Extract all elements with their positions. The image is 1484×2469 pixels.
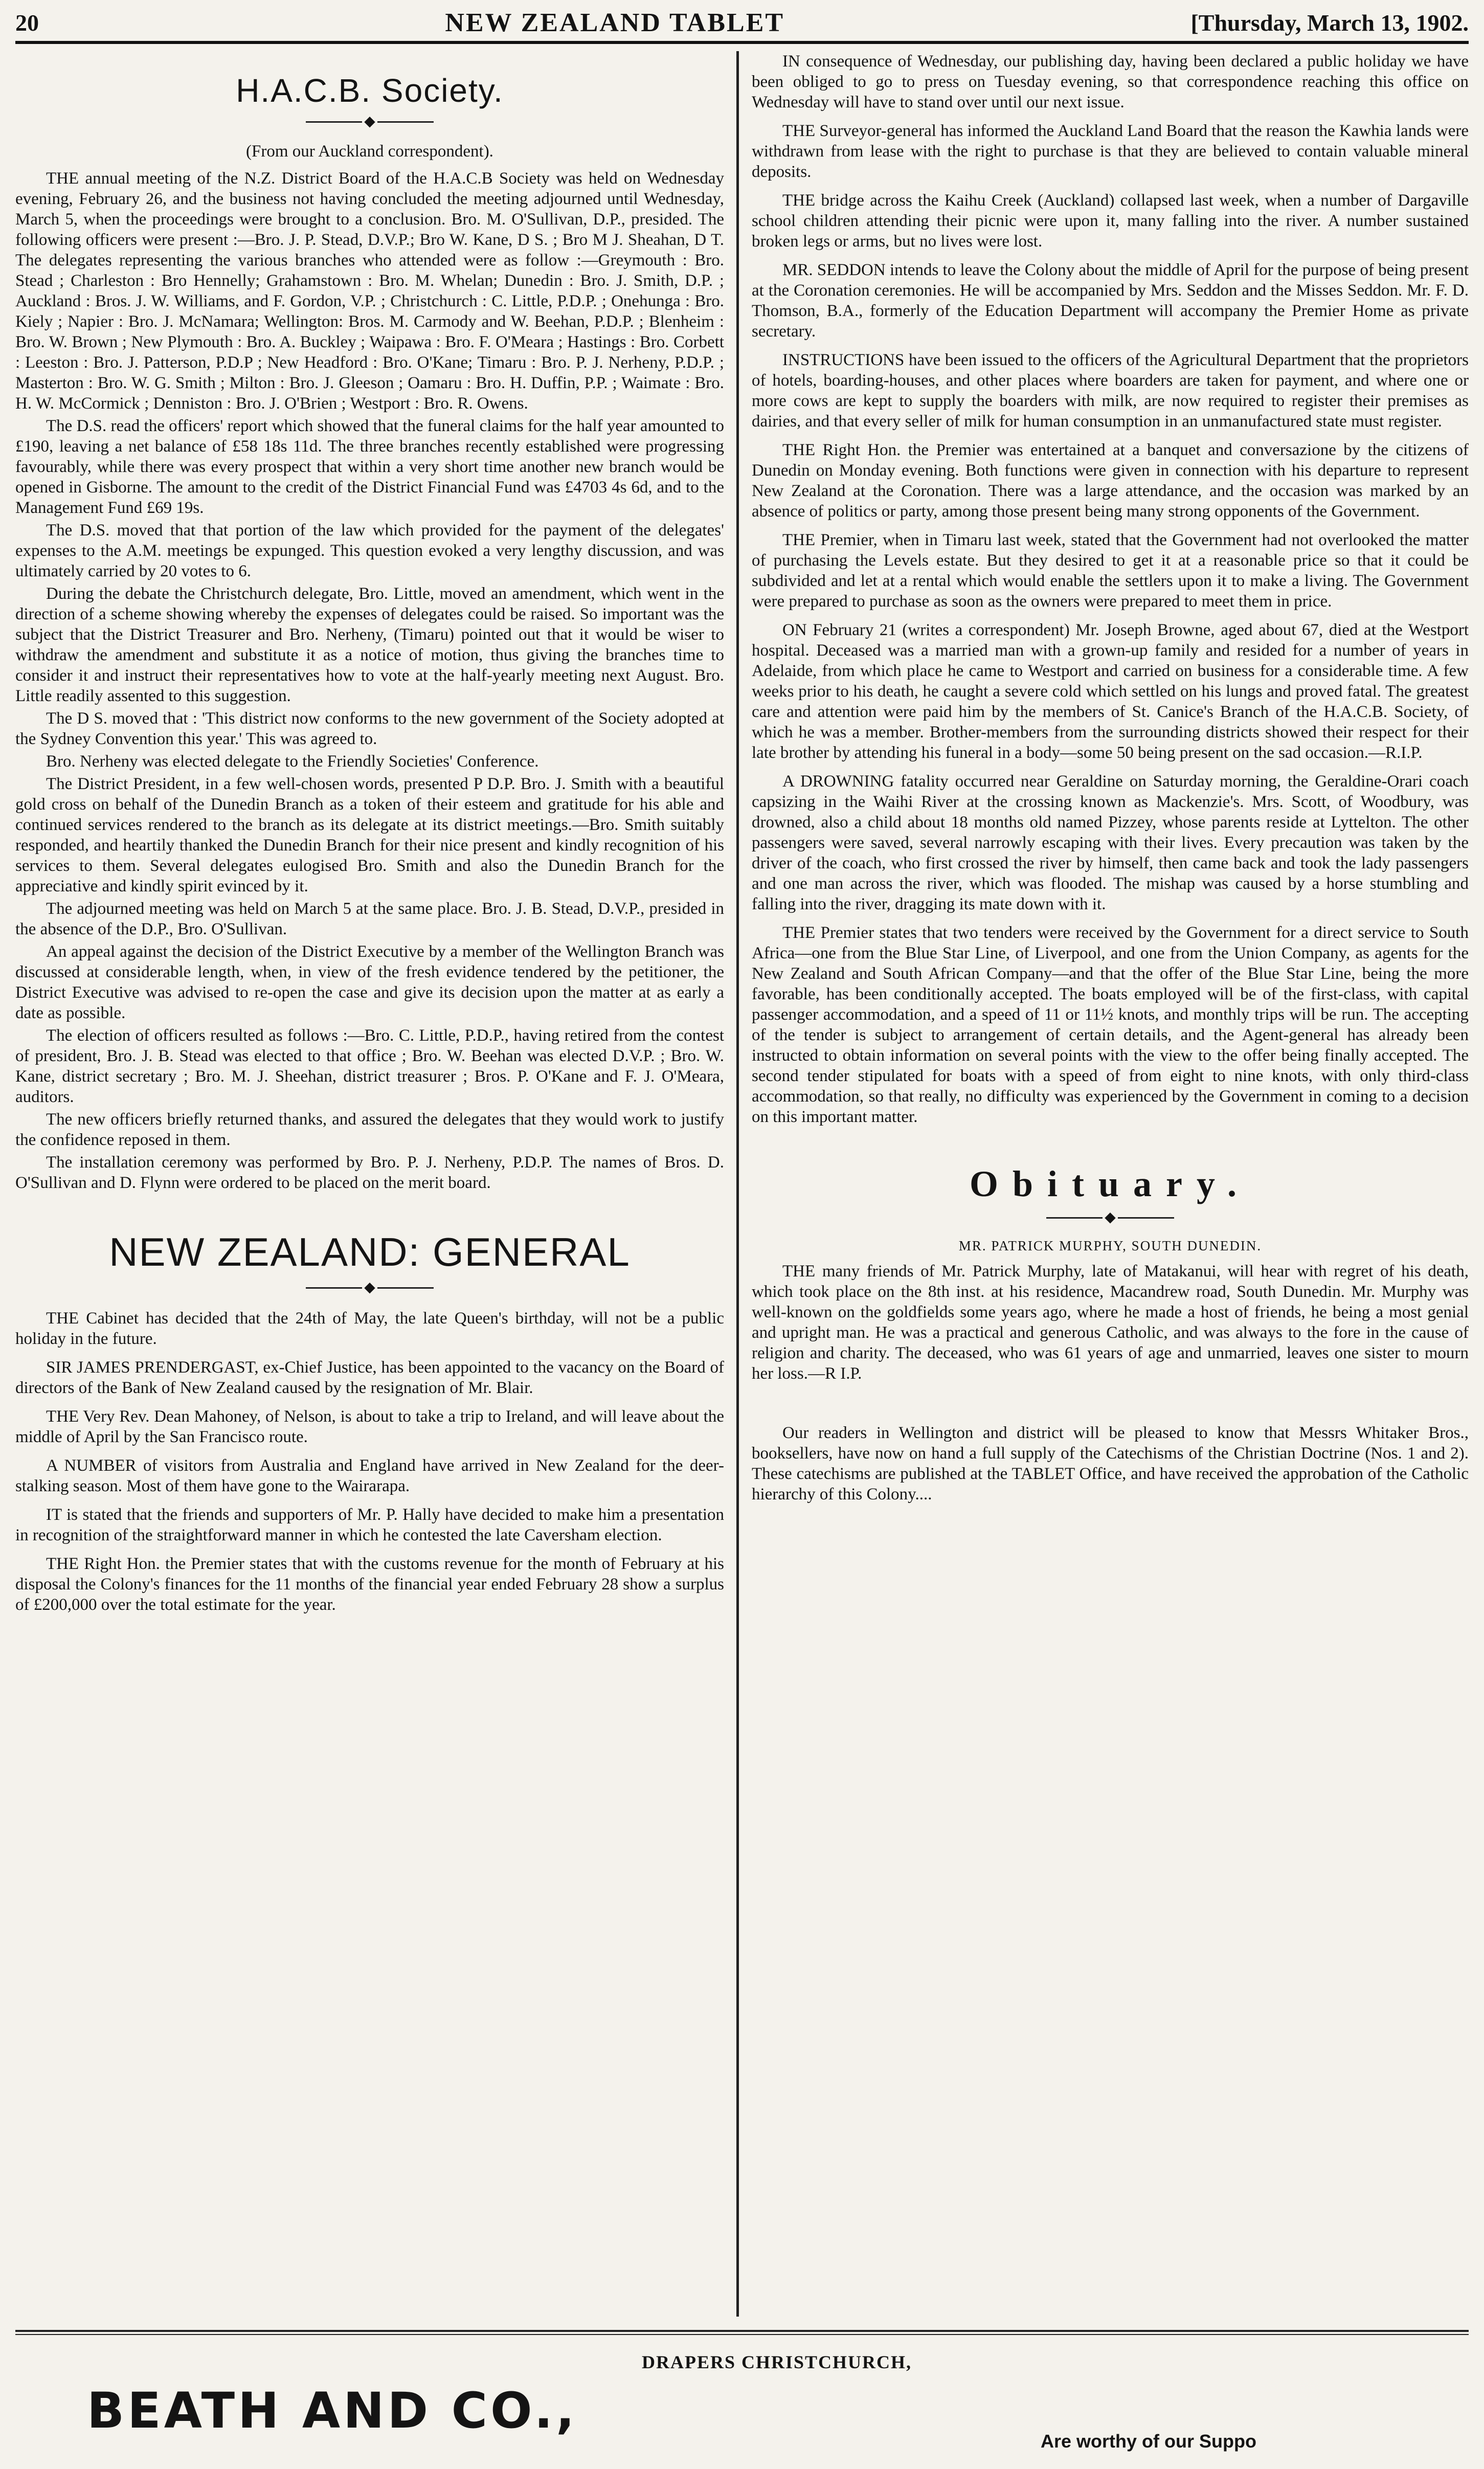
news-paragraph: IN consequence of Wednesday, our publishing day, having been declared a public holiday we have been obliged to go to press on Tuesday evening, so that correspondence reaching this office on Wednesday will have to stand over until our next issue. — [752, 52, 1469, 111]
publication-title: NEW ZEALAND TABLET — [445, 8, 785, 37]
news-paragraph: ON February 21 (writes a correspondent) Mr. Joseph Browne, aged about 67, died at the Westport hospital. Deceased was a married man with a grown-up family and resided for a number of years in Adelaide, from which place he came to Westport and carried on business for a considerable time. A few weeks prior to his death, he caught a severe cold which settled on his lungs and proved fatal. The greatest care and attention were paid him by the members of St. Canice's Branch of the H.A.C.B. Society, of which he was a member. Brother-members from the surrounding districts showed their respect for their late brother by attending his funeral in a body—some 50 being present on the sad occasion.—R.I.P. — [752, 621, 1469, 762]
news-paragraph: THE Surveyor-general has informed the Auckland Land Board that the reason the Kawhia lands were withdrawn from lease with the right to purchase is that they are believed to contain valuable mineral deposits. — [752, 122, 1469, 181]
obituary-subhead: MR. PATRICK MURPHY, SOUTH DUNEDIN. — [958, 1238, 1262, 1253]
hacb-paragraph: The adjourned meeting was held on March 5 at the same place. Bro. J. B. Stead, D.V.P., presided in the absence of the D.P., Bro. O'Sullivan. — [15, 900, 724, 938]
hacb-paragraph: The election of officers resulted as follows :—Bro. C. Little, P.D.P., having retired from the contest of president, Bro. J. B. Stead was elected to that office ; Bro. W. Beehan was elected D.V.P. ; Bro. W. Kane, district secretary ; Bro. M. J. Sheehan, district treasurer ; Bros. P. O'Kane and F. J. O'Meara, auditors. — [15, 1026, 724, 1106]
advertisement-footer — [15, 2346, 1469, 2459]
masthead — [15, 4, 1469, 44]
hacb-byline: (From our Auckland correspondent). — [246, 142, 493, 161]
news-paragraph: A NUMBER of visitors from Australia and England have arrived in New Zealand for the deer-stalking season. Most of them have gone to the Wairarapa. — [15, 1456, 724, 1495]
news-paragraph: INSTRUCTIONS have been issued to the officers of the Agricultural Department that the proprietors of hotels, boarding-houses, and other places where boarders are taken for payment, and where one or more cows are kept to supply the boarders with milk, are now required to register their premises as dairies, and that every seller of milk for human consumption in an unmanufactured state must register. — [752, 351, 1469, 431]
ornament-divider: ◆ — [15, 115, 724, 129]
news-paragraph: SIR JAMES PRENDERGAST, ex-Chief Justice, has been appointed to the vacancy on the Board of directors of the Bank of New Zealand caused by the resignation of Mr. Blair. — [15, 1358, 724, 1397]
hacb-paragraph: The District President, in a few well-chosen words, presented P D.P. Bro. J. Smith with a beautiful gold cross on behalf of the Dunedin Branch as a token of their esteem and gratitude for his able and continued services rendered to the branch as its delegate at its district meetings.—Bro. Smith suitably responded, and heartily thanked the Dunedin Branch for their nice present and kindly recognition of his services to them. Several delegates eulogised Bro. Smith and also the Dunedin Branch for the appreciative and kindly spirit evinced by it. — [15, 775, 724, 895]
right-column — [752, 51, 1469, 2317]
newspaper-page — [15, 4, 1469, 2465]
advertiser-name: BEATH AND CO., — [87, 2382, 578, 2439]
news-paragraph: THE Premier states that two tenders were received by the Government for a direct service to South Africa—one from the Blue Star Line, of Liverpool, and one from the Union Company, as agents for the New Zealand and South African Company—and that the offer of the Blue Star Line, being the more favorable, has been conditionally accepted. The boats employed will be of the first-class, with capital passenger accommodation, and a speed of 11 or 11½ knots, and monthly trips will be run. The accepting of the tender is subject to arrangement of certain details, and the Agent-general has already been instructed to obtain information on several points with the view to the offer being finally accepted. The second tender stipulated for boats with a speed of from eight to nine knots, with only third-class accommodation, so that really, no difficulty was experienced by the Government in coming to a decision on this important matter. — [752, 924, 1469, 1126]
news-paragraph: THE bridge across the Kaihu Creek (Auckland) collapsed last week, when a number of Dargaville school children attending their picnic were upon it, many falling into the river. A number sustained broken legs or arms, but no lives were lost. — [752, 191, 1469, 251]
news-paragraph: MR. SEDDON intends to leave the Colony about the middle of April for the purpose of being present at the Coronation ceremonies. He will be accompanied by Mrs. Seddon and the Misses Seddon. Mr. F. D. Thomson, B.A., formerly of the Education Department will accompany the Premier Home as private secretary. — [752, 261, 1469, 341]
news-paragraph: THE Right Hon. the Premier was entertained at a banquet and conversazione by the citizens of Dunedin on Monday evening. Both functions were given in connection with his departure to represent New Zealand at the Coronation. There was a large attendance, and the occasion was marked by an absence of politics or party, among those present being many strong opponents of the Government. — [752, 441, 1469, 521]
advertiser-tagline: DRAPERS CHRISTCHURCH, — [642, 2352, 912, 2372]
news-paragraph: THE Right Hon. the Premier states that with the customs revenue for the month of February at his disposal the Colony's finances for the 11 months of the financial year ended February 28 show a surplus of £200,000 over the total estimate for the year. — [15, 1555, 724, 1614]
ornament-divider: ◆ — [15, 1281, 724, 1295]
news-paragraph: IT is stated that the friends and supporters of Mr. P. Hally have decided to make him a presentation in recognition of the straightforward manner in which he contested the late Caversham election. — [15, 1506, 724, 1544]
hacb-paragraph: An appeal against the decision of the District Executive by a member of the Wellington Branch was discussed at considerable length, when, in view of the fresh evidence tendered by the petitioner, the District Executive was advised to re-open the case and give its decision upon the matter at as early a date as possible. — [15, 942, 724, 1022]
hacb-paragraph: The D.S. read the officers' report which showed that the funeral claims for the half year amounted to £190, leaving a net balance of £58 18s 11d. The three branches recently established were progressing favourably, while there was every prospect that within a very short time another new branch would be opened in Gisborne. The amount to the credit of the District Financial Fund was £4703 4s 6d, and to the Management Fund £69 19s. — [15, 417, 724, 517]
hacb-paragraph: The installation ceremony was performed by Bro. P. J. Nerheny, P.D.P. The names of Bros. D. O'Sullivan and D. Flynn were ordered to be placed on the merit board. — [15, 1153, 724, 1192]
hacb-paragraph: During the debate the Christchurch delegate, Bro. Little, moved an amendment, which went in the direction of a scheme showing whereby the expenses of delegates could be raised. So important was the subject that the District Treasurer and Bro. Nerheny, (Timaru) pointed out that it would be wiser to withdraw the amendment and substitute it as a notice of motion, thus giving the branches time to consider it and instruct their representatives how to vote at the half-yearly meeting next August. Bro. Little readily assented to this suggestion. — [15, 585, 724, 705]
page-number: 20 — [15, 9, 39, 36]
left-column — [15, 51, 724, 2317]
news-paragraph: A DROWNING fatality occurred near Geraldine on Saturday morning, the Geraldine-Orari coach capsizing in the Waihi River at the crossing known as Mackenzie's. Mrs. Scott, of Woodbury, was drowned, also a child about 18 months old named Pizzey, whose parents reside at Lyttelton. The other passengers were saved, several narrowly escaping with their lives. Every precaution was taken by the driver of the coach, who first crossed the river by himself, then came back and took the lady passengers and one man across the river, which was flooded. The mishap was caused by a horse stumbling and falling into the river, dragging its mate down with it. — [752, 772, 1469, 913]
news-paragraph: THE Cabinet has decided that the 24th of May, the late Queen's birthday, will not be a public holiday in the future. — [15, 1309, 724, 1348]
footer-rule-thin — [15, 2334, 1469, 2335]
hacb-paragraph: The new officers briefly returned thanks, and assured the delegates that they would work to justify the confidence reposed in them. — [15, 1110, 724, 1149]
advertiser-slogan: Are worthy of our Suppo — [1041, 2431, 1256, 2452]
column-divider — [736, 51, 739, 2317]
obituary-paragraph: THE many friends of Mr. Patrick Murphy, late of Matakanui, will hear with regret of his death, which took place on the 8th inst. at his residence, Macandrew road, South Dunedin. Mr. Murphy was well-known on the goldfields some years ago, where he made a host of friends, he being a most genial and upright man. He was a practical and generous Catholic, and was always to the fore in the cause of religion and charity. The deceased, who was 61 years of age and unmarried, leaves one sister to mourn her loss.—R I.P. — [752, 1262, 1469, 1383]
nz-general-heading: NEW ZEALAND: GENERAL — [109, 1229, 631, 1274]
hacb-paragraph: Bro. Nerheny was elected delegate to the Friendly Societies' Conference. — [46, 752, 539, 771]
hacb-paragraph: THE annual meeting of the N.Z. District Board of the H.A.C.B Society was held on Wednesday evening, February 26, and the business not having concluded the meeting adjourned until Wednesday, March 5, when the proceedings were brought to a conclusion. Bro. M. O'Sullivan, D.P., presided. The following officers were present :—Bro. J. P. Stead, D.V.P.; Bro W. Kane, D S. ; Bro M J. Sheahan, D T. The delegates representing the various branches who attended were as follow :—Greymouth : Bro. Stead ; Charleston : Bro Hennelly; Grahamstown : Bro. M. Whelan; Dunedin : Bro. J. Smith, D.P. ; Auckland : Bros. J. W. Williams, and F. Gordon, V.P. ; Christchurch : C. Little, P.D.P. ; Onehunga : Bro. Kiely ; Napier : Bro. J. McNamara; Wellington: Bros. M. Carmody and W. Beehan, P.D.P. ; Blenheim : Bro. W. Brown ; New Plymouth : Bro. A. Buckley ; Waipawa : Bro. F. O'Meara ; Hastings : Bro. Corbett : Leeston : Bro. J. Patterson, P.D.P ; New Headford : Bro. O'Kane; Timaru : Bro. P. J. Nerheny, P.D.P. ; Masterton : Bro. W. G. Smith ; Milton : Bro. J. Gleeson ; Oamaru : Bro. H. Duffin, P.P. ; Waimate : Bro. H. W. McCormick ; Denniston : Bro. J. O'Brien ; Westport : Bro. R. Owens. — [15, 169, 724, 413]
hacb-paragraph: The D S. moved that : 'This district now conforms to the new government of the Society adopted at the Sydney Convention this year.' This was agreed to. — [15, 709, 724, 748]
hacb-heading: H.A.C.B. Society. — [236, 72, 504, 109]
hacb-paragraph: The D.S. moved that that portion of the law which provided for the payment of the delegates' expenses to the A.M. meetings be expunged. This question evoked a very lengthy discussion, and was ultimately carried by 20 votes to 6. — [15, 521, 724, 580]
footer-rule — [15, 2330, 1469, 2332]
ornament-divider: ◆ — [752, 1210, 1469, 1225]
issue-date: [Thursday, March 13, 1902. — [1190, 9, 1469, 36]
obituary-heading: Obituary. — [969, 1163, 1251, 1204]
news-paragraph: THE Very Rev. Dean Mahoney, of Nelson, is about to take a trip to Ireland, and will leave about the middle of April by the San Francisco route. — [15, 1407, 724, 1446]
catechism-notice: Our readers in Wellington and district will be pleased to know that Messrs Whitaker Bros., booksellers, have now on hand a full supply of the Catechisms of the Christian Doctrine (Nos. 1 and 2). These catechisms are published at the TABLET Office, and have received the approbation of the Catholic hierarchy of this Colony.... — [752, 1424, 1469, 1503]
news-paragraph: THE Premier, when in Timaru last week, stated that the Government had not overlooked the matter of purchasing the Levels estate. But they desired to get it at a reasonable price so that it could be subdivided and let at a rental which would enable the settlers upon it to make a living. The Government were prepared to purchase as soon as the owners were prepared to meet them in price. — [752, 531, 1469, 611]
